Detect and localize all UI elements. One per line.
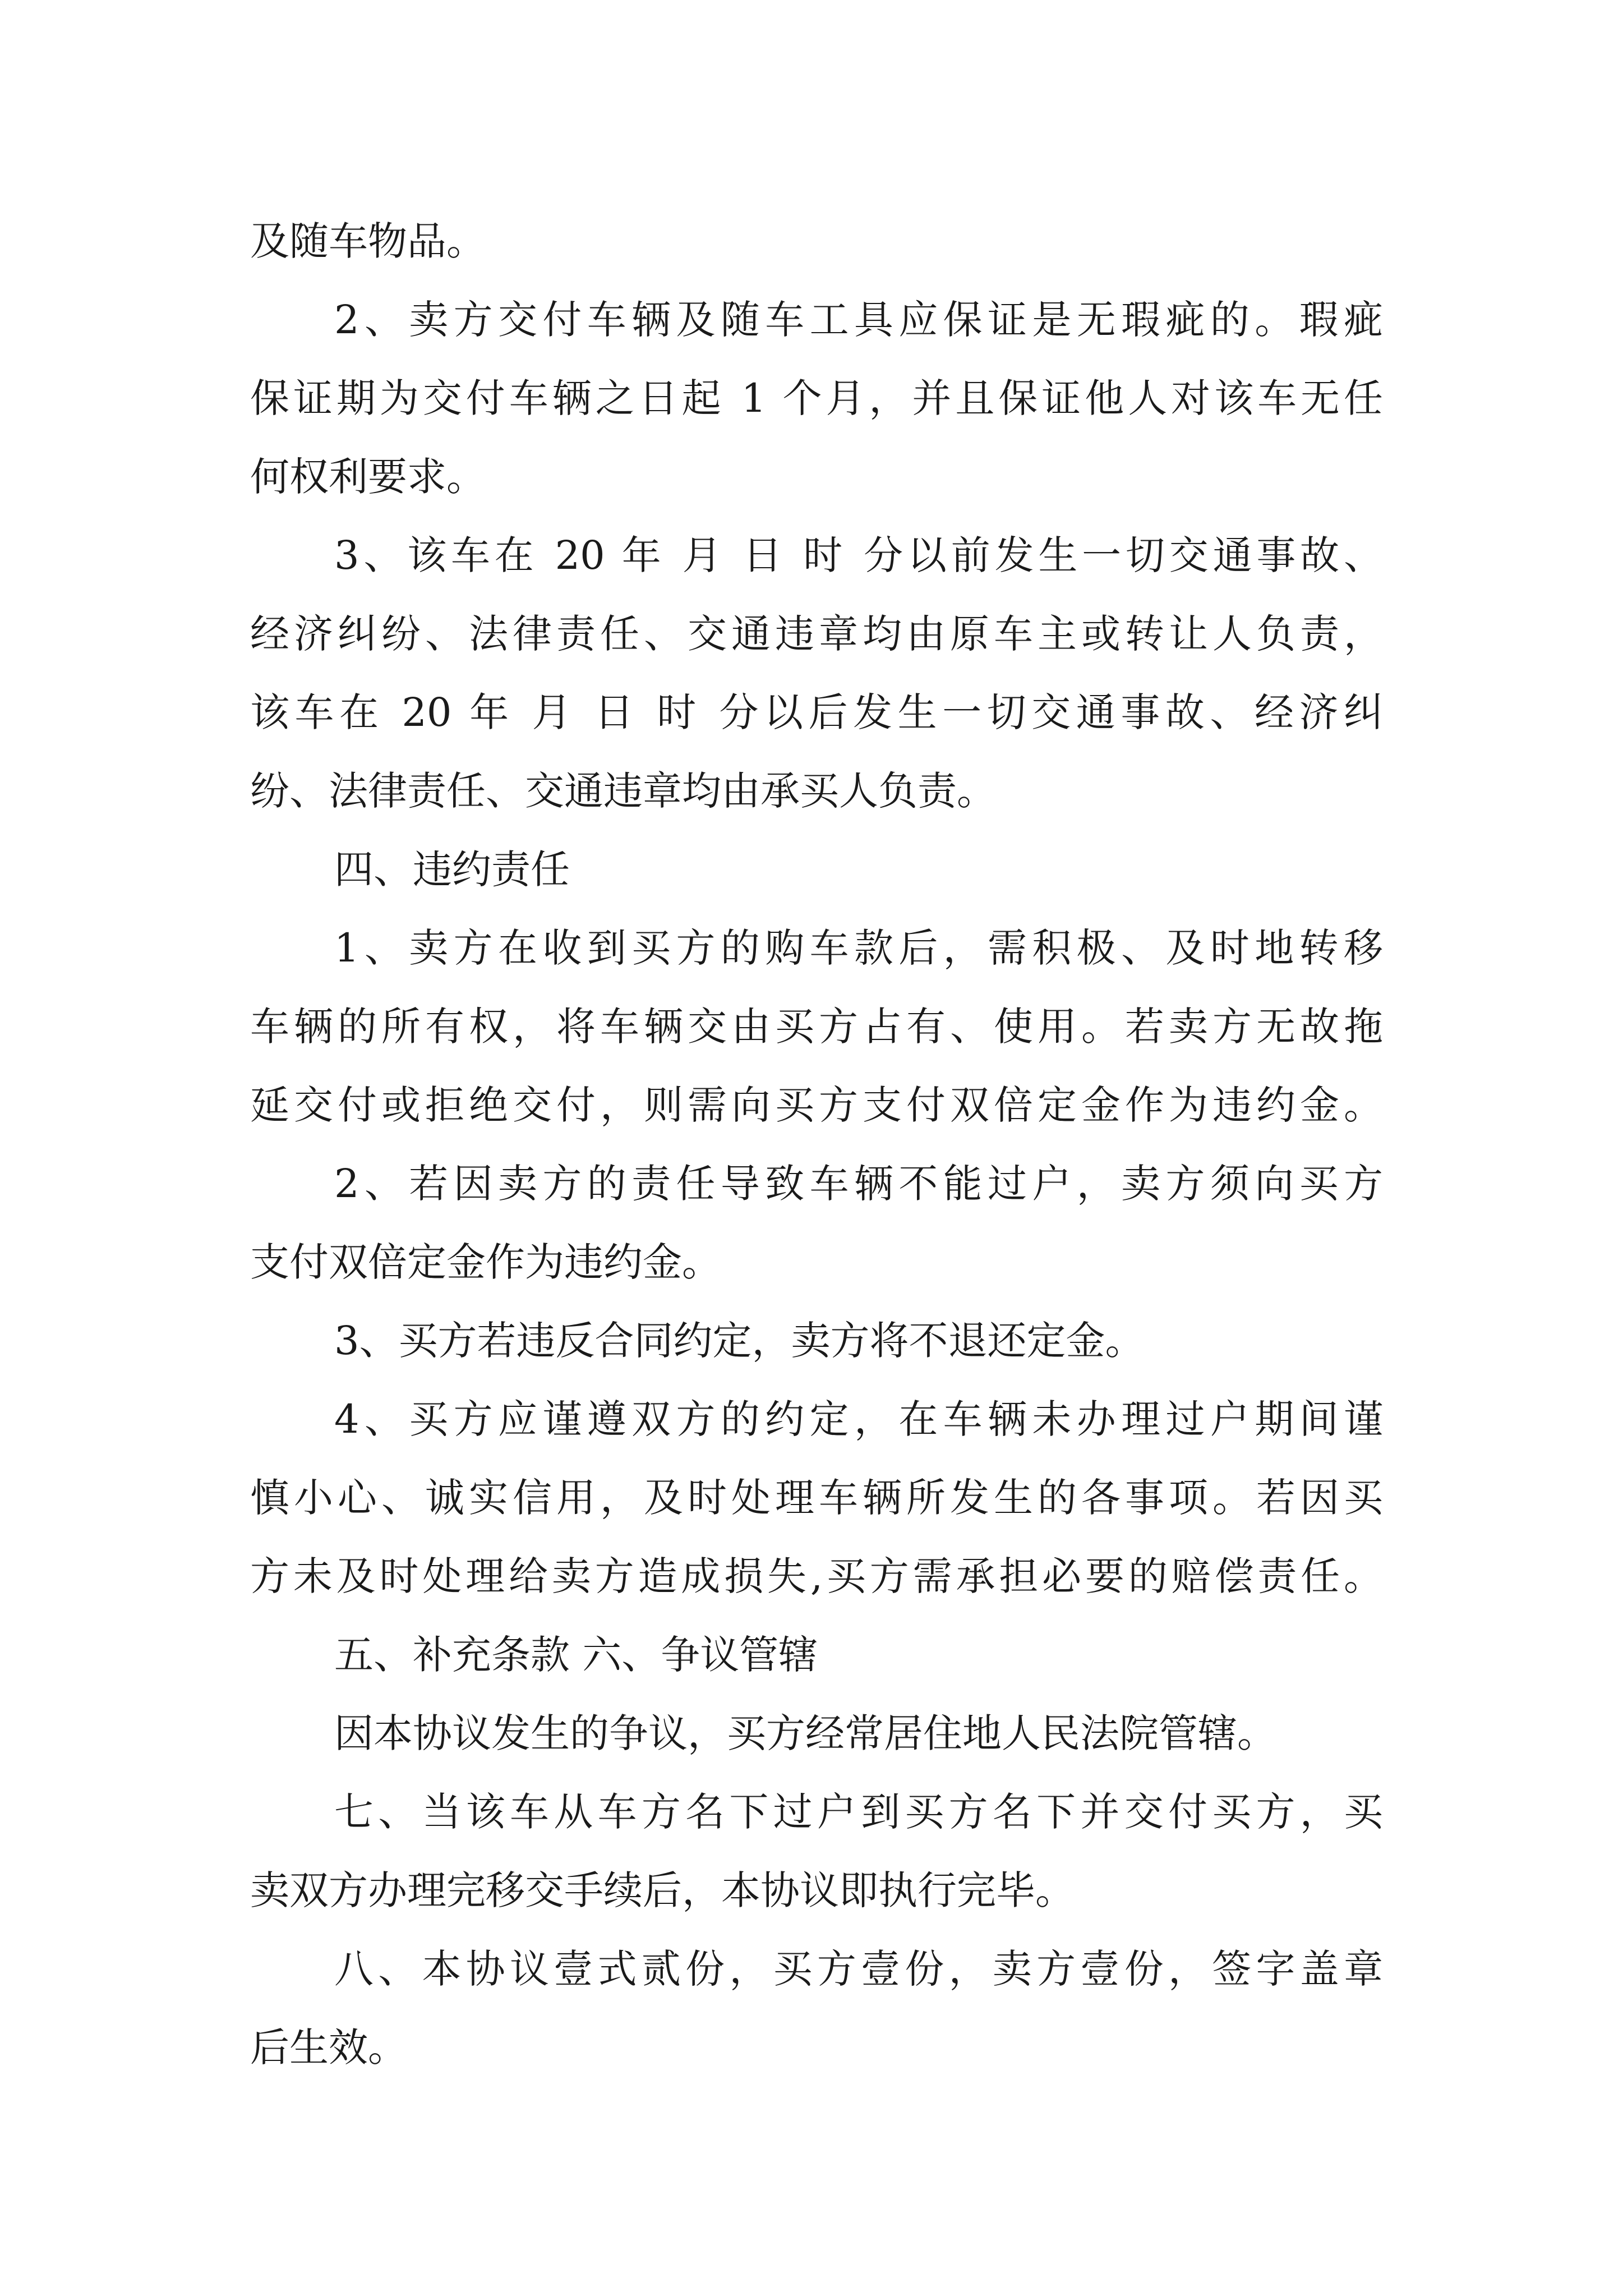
line-13: 2、若因卖方的责任导致车辆不能过户，卖方须向买方 bbox=[334, 1161, 1383, 1207]
line-10: 1、卖方在收到买方的购车款后，需积极、及时地转移 bbox=[334, 925, 1383, 971]
line-5: 3、该车在 20 年 月 日 时 分以前发生一切交通事故、 bbox=[334, 532, 1383, 578]
line-11: 车辆的所有权，将车辆交由买方占有、使用。若卖方无故拖 bbox=[250, 1004, 1383, 1050]
line-24: 后生效。 bbox=[250, 2024, 407, 2070]
line-6: 经济纠纷、法律责任、交通违章均由原车主或转让人负责， bbox=[250, 611, 1383, 657]
section-heading-breach: 四、违约责任 bbox=[334, 846, 570, 892]
line-7: 该车在 20 年 月 日 时 分以后发生一切交通事故、经济纠 bbox=[250, 689, 1383, 735]
line-21: 七、当该车从车方名下过户到买方名下并交付买方，买 bbox=[334, 1789, 1383, 1835]
line-8: 纷、法律责任、交通违章均由承买人负责。 bbox=[250, 768, 996, 814]
line-15: 3、买方若违反合同约定，卖方将不退还定金。 bbox=[334, 1318, 1145, 1364]
line-22: 卖双方办理完移交手续后，本协议即执行完毕。 bbox=[250, 1867, 1075, 1913]
line-12: 延交付或拒绝交付，则需向买方支付双倍定金作为违约金。 bbox=[250, 1082, 1383, 1128]
line-16: 4、买方应谨遵双方的约定，在车辆未办理过户期间谨 bbox=[334, 1396, 1383, 1442]
line-4: 何权利要求。 bbox=[250, 454, 486, 500]
document-body bbox=[250, 202, 1383, 2087]
section-heading-supplement-jurisdiction: 五、补充条款 六、争议管辖 bbox=[334, 1632, 818, 1678]
line-23: 八、本协议壹式贰份，买方壹份，卖方壹份，签字盖章 bbox=[334, 1946, 1383, 1992]
line-2: 2、卖方交付车辆及随车工具应保证是无瑕疵的。瑕疵 bbox=[334, 297, 1383, 343]
line-14: 支付双倍定金作为违约金。 bbox=[250, 1239, 721, 1285]
line-1: 及随车物品。 bbox=[250, 218, 486, 264]
line-18: 方未及时处理给卖方造成损失,买方需承担必要的赔偿责任。 bbox=[250, 1553, 1383, 1599]
line-20: 因本协议发生的争议，买方经常居住地人民法院管辖。 bbox=[334, 1710, 1276, 1756]
line-17: 慎小心、诚实信用，及时处理车辆所发生的各事项。若因买 bbox=[250, 1475, 1383, 1521]
line-3: 保证期为交付车辆之日起 1 个月，并且保证他人对该车无任 bbox=[250, 375, 1383, 421]
